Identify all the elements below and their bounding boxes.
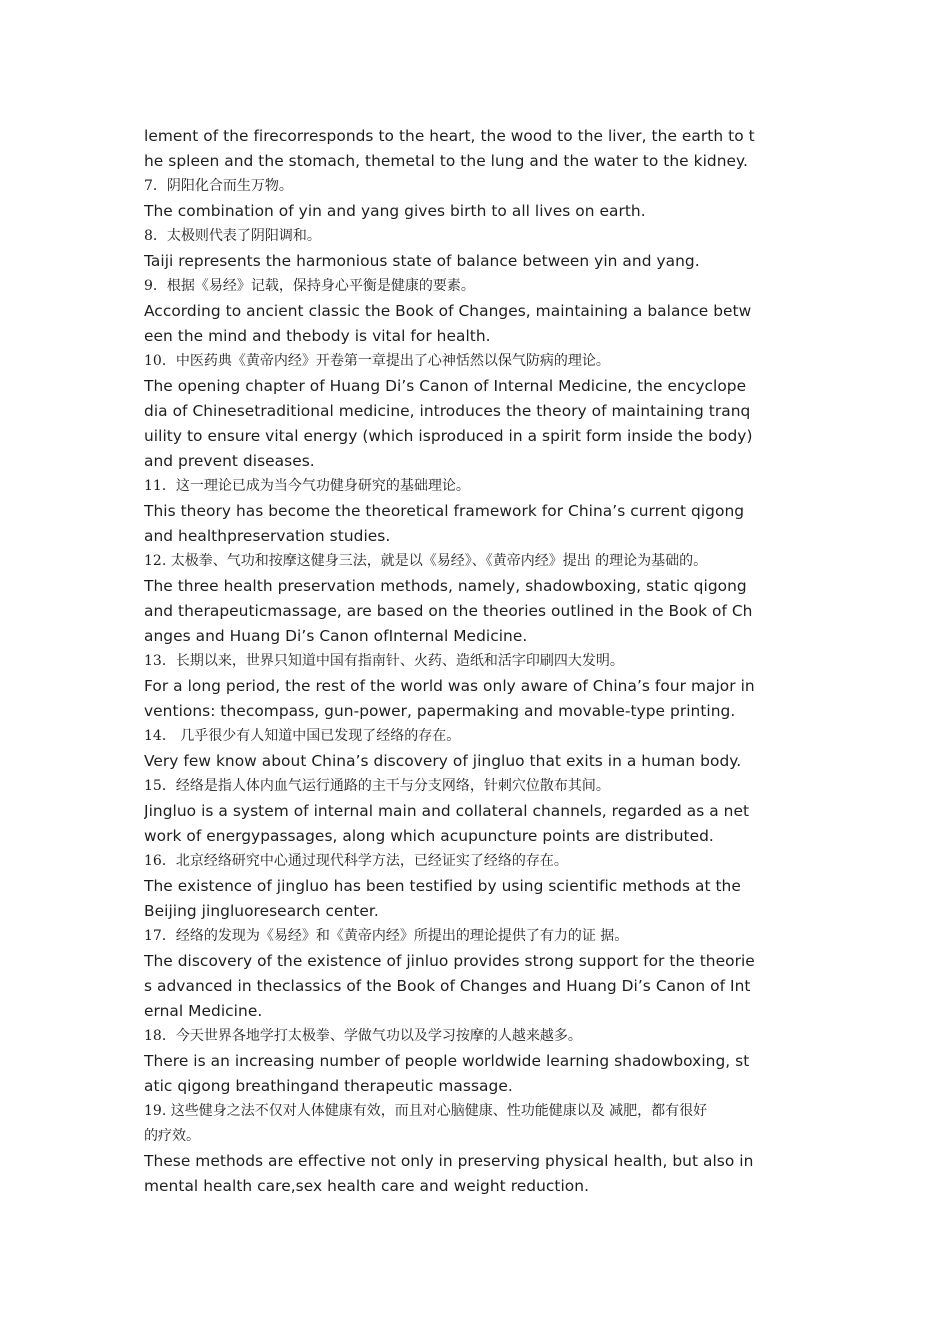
english-translation-line: and healthpreservation studies. bbox=[144, 527, 391, 545]
english-translation-line: The discovery of the existence of jinluo provides strong support for the theorie bbox=[144, 952, 755, 970]
chinese-sentence-line: 16．北京经络研究中心通过现代科学方法，已经证实了经络的存在。 bbox=[144, 853, 568, 869]
english-translation-line: uility to ensure vital energy (which isproduced in a spirit form inside the body) bbox=[144, 427, 753, 445]
english-translation-line: Jingluo is a system of internal main and collateral channels, regarded as a net bbox=[144, 802, 750, 820]
chinese-sentence-line: 11．这一理论已成为当今气功健身研究的基础理论。 bbox=[144, 478, 470, 494]
chinese-sentence-line: 9．根据《易经》记载，保持身心平衡是健康的要素。 bbox=[144, 278, 475, 294]
chinese-sentence-line: 7．阴阳化合而生万物。 bbox=[144, 178, 293, 194]
english-translation-line: The combination of yin and yang gives birth to all lives on earth. bbox=[144, 202, 646, 220]
english-translation-line: atic qigong breathingand therapeutic massage. bbox=[144, 1077, 513, 1095]
chinese-sentence-line: 17．经络的发现为《易经》和《黄帝内经》所提出的理论提供了有力的证 据。 bbox=[144, 928, 629, 944]
english-translation-line: The opening chapter of Huang Di’s Canon of Internal Medicine, the encyclope bbox=[144, 377, 747, 395]
english-translation-line: For a long period, the rest of the world was only aware of China’s four major in bbox=[144, 677, 755, 695]
chinese-sentence-line: 13．长期以来，世界只知道中国有指南针、火药、造纸和活字印刷四大发明。 bbox=[144, 653, 624, 669]
english-translation-line: Beijing jingluoresearch center. bbox=[144, 902, 379, 920]
english-translation-line: Very few know about China’s discovery of jingluo that exits in a human body. bbox=[144, 752, 742, 770]
english-translation-line: work of energypassages, along which acupuncture points are distributed. bbox=[144, 827, 714, 845]
english-translation-line: s advanced in theclassics of the Book of Changes and Huang Di’s Canon of Int bbox=[144, 977, 751, 995]
english-translation-line: This theory has become the theoretical framework for China’s current qigong bbox=[144, 502, 745, 520]
english-translation-line: There is an increasing number of people worldwide learning shadowboxing, st bbox=[144, 1052, 750, 1070]
english-translation-line: anges and Huang Di’s Canon ofInternal Medicine. bbox=[144, 627, 528, 645]
english-translation-line: ventions: thecompass, gun-power, papermaking and movable-type printing. bbox=[144, 702, 736, 720]
english-translation-line: Taiji represents the harmonious state of balance between yin and yang. bbox=[144, 252, 700, 270]
english-translation-line: These methods are effective not only in preserving physical health, but also in bbox=[144, 1152, 754, 1170]
chinese-sentence-line: 15．经络是指人体内血气运行通路的主干与分支网络，针刺穴位散布其间。 bbox=[144, 778, 610, 794]
chinese-sentence-line: 8．太极则代表了阴阳调和。 bbox=[144, 228, 321, 244]
english-translation-line: mental health care,sex health care and weight reduction. bbox=[144, 1177, 590, 1195]
english-translation-line: een the mind and thebody is vital for health. bbox=[144, 327, 491, 345]
chinese-sentence-line: 19. 这些健身之法不仅对人体健康有效，而且对心脑健康、性功能健康以及 减肥，都有很好 bbox=[144, 1103, 708, 1119]
english-translation-line: The three health preservation methods, namely, shadowboxing, static qigong bbox=[144, 577, 747, 595]
document-page bbox=[144, 124, 808, 1199]
english-translation-line: According to ancient classic the Book of Changes, maintaining a balance betw bbox=[144, 302, 752, 320]
english-translation-line: and therapeuticmassage, are based on the theories outlined in the Book of Ch bbox=[144, 602, 753, 620]
english-translation-line: lement of the firecorresponds to the heart, the wood to the liver, the earth to t bbox=[144, 127, 755, 145]
chinese-sentence-line: 10．中医药典《黄帝内经》开卷第一章提出了心神恬然以保气防病的理论。 bbox=[144, 353, 610, 369]
chinese-sentence-line: 18．今天世界各地学打太极拳、学做气功以及学习按摩的人越来越多。 bbox=[144, 1028, 582, 1044]
english-translation-line: ernal Medicine. bbox=[144, 1002, 263, 1020]
chinese-sentence-line: 14． 几乎很少有人知道中国已发现了经络的存在。 bbox=[144, 728, 461, 744]
english-translation-line: The existence of jingluo has been testified by using scientific methods at the bbox=[144, 877, 741, 895]
english-translation-line: he spleen and the stomach, themetal to the lung and the water to the kidney. bbox=[144, 152, 748, 170]
chinese-sentence-line: 的疗效。 bbox=[144, 1128, 200, 1144]
chinese-sentence-line: 12. 太极拳、气功和按摩这健身三法，就是以《易经》、《黄帝内经》提出 的理论为基础的。 bbox=[144, 553, 708, 569]
english-translation-line: and prevent diseases. bbox=[144, 452, 315, 470]
english-translation-line: dia of Chinesetraditional medicine, introduces the theory of maintaining tranq bbox=[144, 402, 751, 420]
